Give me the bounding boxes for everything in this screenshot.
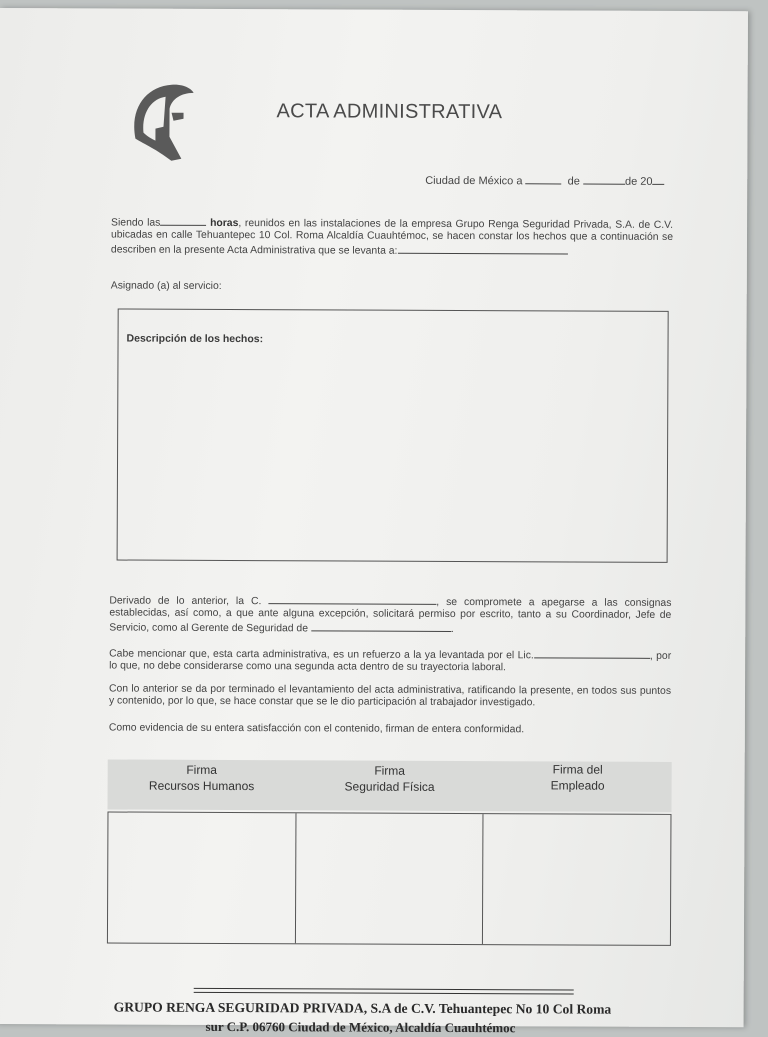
paragraph-3: Con lo anterior se da por terminado el levantamiento del acta administrativa, ratificando la presente, en todos sus puntos y contenido, por lo que, se hace constar que se le dio participación al trabajador investigado. — [108, 683, 672, 709]
date-city: Ciudad de México a — [425, 174, 523, 188]
intro-text-1: Siendo las — [111, 217, 161, 229]
signature-header-employee: Firma del Empleado — [550, 762, 605, 793]
security-manager-field[interactable] — [311, 620, 451, 632]
description-label: Descripción de los hechos: — [126, 332, 264, 346]
footer-company-line-1: GRUPO RENGA SEGURIDAD PRIVADA, S.A de C.V. Tehuantepec No 10 Col Roma — [113, 999, 612, 1017]
lic-name-field[interactable] — [534, 647, 650, 659]
signature-box-employee[interactable] — [483, 814, 670, 945]
year-field[interactable] — [653, 174, 665, 185]
signature-box-security[interactable] — [296, 813, 484, 944]
date-de: de — [567, 175, 580, 188]
footer-rule-double — [194, 992, 574, 995]
p1-text-b: , se compromete a apegarse a las consignas establecidas, así como, a que ante alguna excepción, solicitará permiso por escrito, tanto a su Coordinador, Jefe de Servicio, como al Gerente de Seguridad de — [109, 596, 672, 635]
employee-name-field[interactable] — [268, 593, 436, 605]
p2-text-a: Cabe mencionar que, esta carta administrativa, es un refuerzo a la ya levantada por el Lic. — [109, 648, 534, 662]
date-year-prefix: de 20 — [624, 175, 653, 188]
footer-rule — [194, 988, 574, 991]
intro-bold-horas: horas — [210, 217, 239, 230]
description-box[interactable] — [117, 309, 669, 563]
paragraph-2 — [109, 645, 671, 674]
levanta-a-field[interactable] — [397, 243, 567, 255]
signature-header — [108, 759, 672, 811]
signature-box-hr[interactable] — [108, 812, 296, 943]
p2-text-b: , por lo que, no debe considerarse como una segunda acta dentro de su trayectoria laboral. — [109, 650, 672, 674]
day-field[interactable] — [526, 173, 562, 184]
p1-text-a: Derivado de lo anterior, la C. — [109, 595, 262, 608]
signature-boxes — [107, 811, 672, 945]
document-page — [0, 8, 748, 1036]
assigned-label: Asignado (a) al servicio: — [110, 280, 222, 292]
signature-header-hr: Firma Recursos Humanos — [148, 762, 255, 794]
paragraph-4: Como evidencia de su entera satisfacción con el contenido, firman de entera conformidad. — [108, 722, 525, 736]
month-field[interactable] — [583, 174, 625, 185]
intro-paragraph — [111, 214, 673, 258]
spartan-helmet-icon — [125, 79, 195, 165]
date-line — [425, 173, 664, 188]
hours-field[interactable] — [160, 215, 206, 226]
intro-text-2: , reunidos en las instalaciones de la empresa Grupo Renga Seguridad Privada, S.A. de C.V. ubicadas en calle Tehuantepec 10 Col. Roma Alcaldía Cuauhtémoc, se hacen constar los hechos que a continuación se describen en la presente Acta Administrativa que se levanta a: — [110, 218, 674, 257]
paragraph-1: Derivado de lo anterior, la C. , se compromete a apegarse a las consignas establecidas, así como, a que ante alguna excepción, solicitará permiso por escrito, tanto a su Coordinador, Jefe de Servicio, como al Gerente de Seguridad de . — [109, 592, 671, 636]
signature-header-security: Firma Seguridad Física — [344, 763, 435, 794]
footer-company-line-2: sur C.P. 06760 Ciudad de México, Alcaldía Cuauhtémoc — [205, 1018, 516, 1036]
document-title: ACTA ADMINISTRATIVA — [276, 100, 503, 124]
